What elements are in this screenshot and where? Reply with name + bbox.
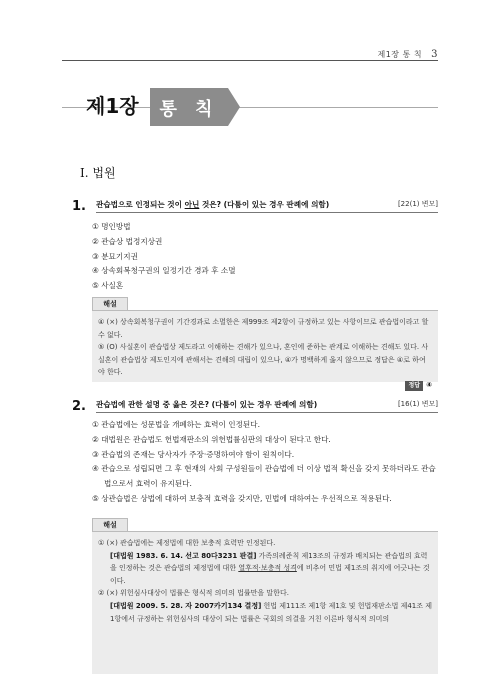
running-head-chapter: 제1장 통 칙 <box>377 50 423 59</box>
question-1-stem <box>96 196 438 213</box>
question-1-text-b: 것은? <box>199 199 224 209</box>
section-title: Ⅰ. 법원 <box>80 166 116 180</box>
explanation-1-line: ④ (×) 상속회복청구권이 기간경과로 소멸한은 제999조 제2항이 규정하고 있는 사항이므로 관습법이라고 할 수 없다. <box>98 318 429 339</box>
choice-item: ① 명인방법 <box>92 222 131 231</box>
explanation-text: 가족의례준칙 제13조의 규정과 배치되는 관습법의 효력을 인정하는 것은 관습법의 제정법에 대한 <box>110 551 428 573</box>
explanation-2-item2-body <box>98 600 432 625</box>
choice-item: ④ 관습으로 성립되면 그 후 현재의 사회 구성원들이 관습법에 더 이상 법적 확신을 갖지 못하더라도 관습법으로서 효력이 유지된다. <box>92 464 436 489</box>
explanation-underlined: 열후적·보충적 성격 <box>238 564 297 573</box>
question-1-underlined: 아닌 <box>184 199 200 209</box>
header-divider <box>62 60 438 61</box>
question-1-choices <box>92 220 438 294</box>
explanation-2-label: 해설 <box>92 518 128 531</box>
choice-item: ① 관습법에는 성문법을 개폐하는 효력이 인정된다. <box>92 420 260 429</box>
question-1-text-a: 관습법으로 인정되는 것이 <box>96 199 185 209</box>
question-2-text-main: 관습법에 관한 설명 중 옳은 것은? <box>96 399 212 409</box>
explanation-1-label: 해설 <box>92 297 128 310</box>
question-2-number: 2. <box>72 399 86 414</box>
question-1-condition: (다툼이 있는 경우 판례에 의함) <box>223 199 330 209</box>
chapter-title-box <box>150 88 228 126</box>
question-2-choices <box>92 418 438 507</box>
chapter-number: 제1장 <box>86 94 139 118</box>
answer-1-value: ④ <box>426 380 432 389</box>
choice-item: ③ 관습법의 존재는 당사자가 주장·증명하여야 함이 원칙이다. <box>92 449 295 459</box>
running-head <box>377 49 438 60</box>
explanation-text: 헌법 제111조 제1항 제1호 및 헌법재판소법 제41조 제1항에서 규정하는 위헌심사의 대상이 되는 법률은 국회의 의결을 거친 이른바 형식적 의미의 <box>110 601 432 623</box>
explanation-2-item1-title: ① (×) 관습법에는 제정법에 대한 보충적 효력만 인정된다. <box>98 539 276 547</box>
chapter-title: 통 칙 <box>159 99 219 120</box>
explanation-2-item2-title: ② (×) 위헌심사대상이 법률은 형식적 의미의 법률만을 말한다. <box>98 589 289 598</box>
choice-item: ② 관습상 법정지상권 <box>92 236 163 246</box>
explanation-text: 에 비추어 민법 제1조의 취지에 어긋나는 것이다. <box>110 564 430 585</box>
question-1-text <box>96 199 329 210</box>
question-2-text <box>96 399 317 410</box>
chapter-heading <box>62 88 438 126</box>
choice-item: ③ 분묘기지권 <box>92 251 138 261</box>
choice-item: ② 대법원은 관습법도 헌법재판소의 위헌법률심판의 대상이 된다고 한다. <box>92 434 331 444</box>
choice-item: ⑤ 상관습법은 상법에 대하여 보충적 효력을 갖지만, 민법에 대하여는 우선적으로 적용된다. <box>92 493 392 503</box>
question-1-tag: [22(1) 변모] <box>397 200 438 208</box>
answer-badge: 정답 <box>405 381 423 391</box>
choice-item: ⑤ 사실혼 <box>92 281 124 291</box>
explanation-2-box <box>92 531 438 674</box>
explanation-1-box <box>92 310 438 389</box>
question-2-condition: (다툼이 있는 경우 판례에 의함) <box>211 399 318 409</box>
question-2-stem <box>96 396 438 413</box>
question-2-tag: [16(1) 변모] <box>397 400 438 408</box>
explanation-2-item1-body <box>98 550 432 588</box>
citation: [대법원 2009. 5. 28. 자 2007카기134 결정] <box>110 601 262 610</box>
citation: [대법원 1983. 6. 14. 선고 80다3231 판결] <box>110 551 257 560</box>
page-number: 3 <box>431 49 438 60</box>
chapter-title-arrow <box>228 88 240 126</box>
question-1-number: 1. <box>72 199 86 214</box>
choice-item: ④ 상속회복청구권의 일정기간 경과 후 소멸 <box>92 266 236 276</box>
explanation-1-line: ⑤ (O) 사실혼이 관습법상 제도라고 이해하는 견해가 있으나, 혼인에 준하는 관계로 이해하는 견해도 있다. 사실혼이 관습법상 제도인지에 관해서는 견해의 대립이 있으나, ④가 명백하게 옳지 않으므로 정답은 ④로 하여야 한다. <box>98 343 429 377</box>
